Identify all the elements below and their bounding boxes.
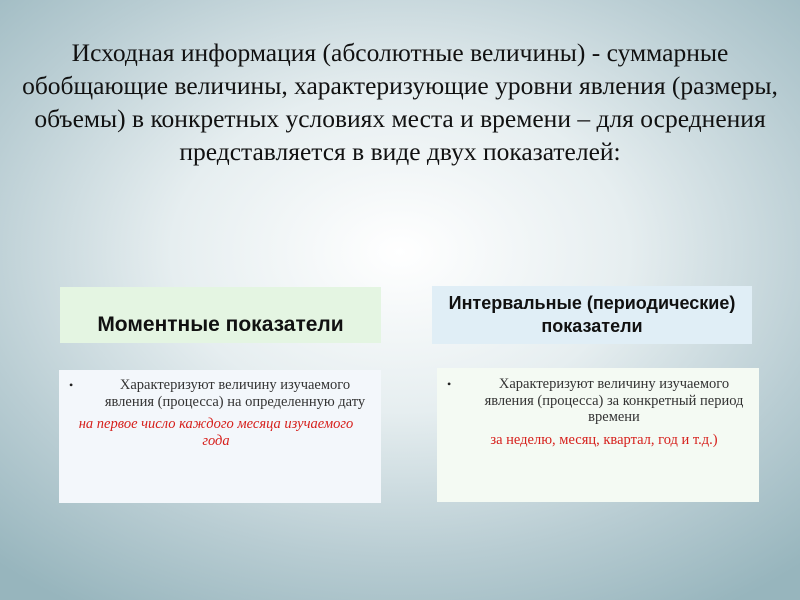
bullet-icon: • [69,378,74,392]
momentary-indicators-box [59,370,381,503]
interval-indicators-title [432,286,752,344]
momentary-bullet-item [67,377,373,410]
momentary-indicators-title [60,287,381,343]
interval-indicators-box [437,368,759,502]
momentary-example-note: на первое число каждого месяца изучаемого года [78,416,354,450]
momentary-bullet-text: Характеризуют величину изучаемого явления (процесса) на определенную дату [104,377,366,410]
interval-bullet-text: Характеризуют величину изучаемого явления (процесса) за конкретный период времени [484,376,744,426]
bullet-icon: • [447,377,452,391]
interval-bullet-item [445,376,753,426]
interval-indicators-title-text: Интервальные (периодические) показатели [448,292,736,336]
interval-example-note: за неделю, месяц, квартал, год и т.д.) [490,432,718,449]
momentary-indicators-title-text: Моментные показатели [97,313,344,336]
slide-heading: Исходная информация (абсолютные величины) - суммарные обобщающие величины, характеризующие уровни явления (размеры, объемы) в конкретных условиях места и времени – для осреднения представляется в виде двух показателей: [22,38,778,167]
